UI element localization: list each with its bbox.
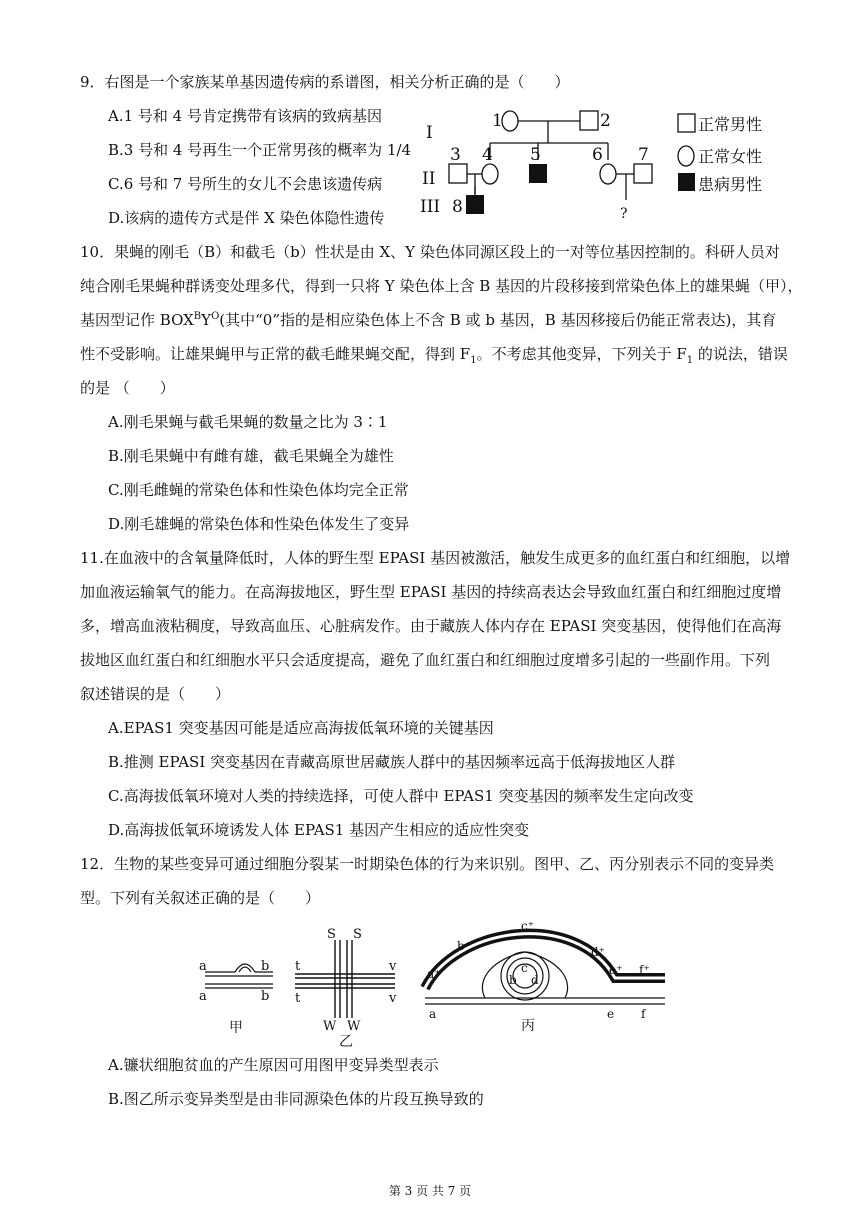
gen-label-3: III	[420, 197, 441, 217]
q10-line-2: 纯合刚毛果蝇种群诱变处理多代，得到一只将 Y 染色体上含 B 基因的片段移接到常染色体上的雄果蝇（甲），	[80, 277, 803, 295]
bing-gene-a-plus: a⁺	[427, 967, 441, 981]
q10-line-1: 10．果蝇的刚毛（B）和截毛（b）性状是由 X、Y 染色体同源区段上的一对等位基因控制的。科研人员对	[80, 243, 780, 261]
q11-line-4: 拔地区血红蛋白和红细胞水平只会适度提高，避免了血红蛋白和红细胞过度增多引起的一些副作用。下列	[80, 651, 771, 669]
fig-label-bing: 丙	[521, 1018, 535, 1034]
yi-gene-t1: t	[295, 959, 301, 974]
q11-line-2: 加血液运输氧气的能力。在高海拔地区，野生型 EPASI 基因的持续高表达会导致血红蛋白和红细胞过度增	[80, 583, 782, 601]
individual-3-male	[449, 164, 467, 183]
num-1: 1	[492, 111, 503, 131]
gen-label-1: I	[426, 123, 433, 143]
bing-gene-c-plus: c⁺	[521, 919, 535, 933]
jia-gene-b1: b	[261, 959, 270, 974]
num-4: 4	[482, 145, 493, 165]
yi-gene-s1: S	[327, 927, 336, 942]
legend-normal-male: 正常男性	[698, 115, 763, 134]
yi-gene-w1: W	[323, 1019, 337, 1034]
bing-gene-c: c	[521, 961, 528, 975]
bing-gene-b: b	[509, 973, 517, 987]
q10-line-3: 基因型记作 $BOX^BY^O$(其中“0”指的是相应染色体上不含 B 或 b 基因，B 基因移接后仍能正常表达)，其育	[80, 311, 777, 329]
individual-8-affected-male	[466, 195, 484, 214]
pedigree-chart	[420, 100, 780, 225]
legend-affected-male: 患病男性	[698, 175, 763, 194]
q12-line-1: 12．生物的某些变异可通过细胞分裂某一时期染色体的行为来识别。图甲、乙、丙分别表示不同的变异类	[80, 855, 775, 873]
q11-option-c: C.高海拔低氧环境对人类的持续选择，可使人群中 EPAS1 突变基因的频率发生定向改变	[108, 787, 694, 805]
individual-2-male	[580, 111, 598, 130]
num-2: 2	[600, 111, 611, 131]
figure-yi	[295, 940, 395, 1018]
q12-option-b: B.图乙所示变异类型是由非同源染色体的片段互换导致的	[108, 1090, 484, 1108]
individual-7-male	[634, 164, 652, 183]
yi-gene-v2: v	[389, 991, 397, 1006]
q12-line-2: 型。下列有关叙述正确的是（ ）	[80, 889, 321, 907]
fig-label-yi: 乙	[339, 1034, 353, 1048]
bing-gene-d-plus: d⁺	[591, 945, 606, 959]
yi-gene-w2: W	[347, 1019, 361, 1034]
q11-line-1: 11.在血液中的含氧量降低时，人体的野生型 EPASI 基因被激活，触发生成更多的血红蛋白和红细胞，以增	[80, 549, 791, 567]
individual-6-female	[600, 164, 616, 184]
q10-line-5: 的是 （ ）	[80, 379, 175, 397]
gen-label-2: II	[422, 169, 436, 189]
legend-affected-male-icon	[678, 173, 695, 191]
chromosome-figures	[195, 918, 675, 1048]
q11-option-a: A.EPAS1 突变基因可能是适应高海拔低氧环境的关键基因	[108, 719, 494, 737]
q9-option-d: D.该病的遗传方式是伴 X 染色体隐性遗传	[108, 209, 385, 227]
q9-option-b: B.3 号和 4 号再生一个正常男孩的概率为 1/4	[108, 141, 412, 159]
num-5: 5	[530, 145, 541, 165]
bing-gene-f-plus: f⁺	[639, 963, 650, 977]
bing-gene-e-plus: e⁺	[609, 963, 623, 977]
individual-5-affected-male	[529, 164, 547, 183]
jia-gene-a2: a	[199, 989, 207, 1004]
q10-option-b: B.刚毛果蝇中有雌有雄，截毛果蝇全为雄性	[108, 447, 394, 465]
yi-gene-s2: S	[353, 927, 362, 942]
q10-line-4: 性不受影响。让雄果蝇甲与正常的截毛雌果蝇交配，得到 $F_1$。不考虑其他变异，下列关于 $F_1$ 的说法，错误	[80, 345, 788, 366]
q9-option-a: A.1 号和 4 号肯定携带有该病的致病基因	[108, 107, 382, 125]
bing-gene-f: f	[641, 1007, 646, 1021]
q11-line-5: 叙述错误的是（ ）	[80, 685, 231, 703]
num-8: 8	[452, 197, 463, 217]
individual-4-female	[482, 164, 498, 184]
page-footer: 第 3 页 共 7 页	[388, 1184, 472, 1198]
q9-option-c: C.6 号和 7 号所生的女儿不会患该遗传病	[108, 175, 383, 193]
q10-option-a: A.刚毛果蝇与截毛果蝇的数量之比为 3∶1	[108, 413, 388, 431]
num-7: 7	[638, 145, 649, 165]
fig-label-jia: 甲	[229, 1020, 243, 1036]
individual-1-female	[502, 111, 518, 131]
jia-gene-b2: b	[261, 989, 270, 1004]
bing-gene-d: d	[531, 973, 539, 987]
q9-stem: 9．右图是一个家族某单基因遗传病的系谱图，相关分析正确的是（ ）	[80, 73, 570, 91]
yi-gene-t2: t	[295, 991, 301, 1006]
q12-option-a: A.镰状细胞贫血的产生原因可用图甲变异类型表示	[108, 1056, 439, 1074]
num-6: 6	[592, 145, 603, 165]
bing-gene-b-plus: b⁺	[457, 939, 472, 953]
legend-normal-female-icon	[678, 146, 694, 166]
yi-gene-v1: v	[389, 959, 397, 974]
legend-normal-male-icon	[678, 114, 695, 132]
q10-option-c: C.刚毛雌蝇的常染色体和性染色体均完全正常	[108, 481, 409, 499]
q11-option-b: B.推测 EPASI 突变基因在青藏高原世居藏族人群中的基因频率远高于低海拔地区人群	[108, 753, 676, 771]
bing-gene-e: e	[607, 1007, 615, 1021]
legend-normal-female: 正常女性	[698, 147, 763, 166]
q10-option-d: D.刚毛雄蝇的常染色体和性染色体发生了变异	[108, 515, 410, 533]
num-3: 3	[450, 145, 461, 165]
q11-option-d: D.高海拔低氧环境诱发人体 EPAS1 基因产生相应的适应性突变	[108, 821, 530, 839]
q11-line-3: 多，增高血液粘稠度，导致高血压、心脏病发作。由于藏族人体内存在 EPASI 突变基因，使得他们在高海	[80, 617, 782, 635]
bing-gene-a: a	[429, 1007, 437, 1021]
jia-gene-a1: a	[199, 959, 207, 974]
unknown-mark: ?	[620, 206, 628, 222]
